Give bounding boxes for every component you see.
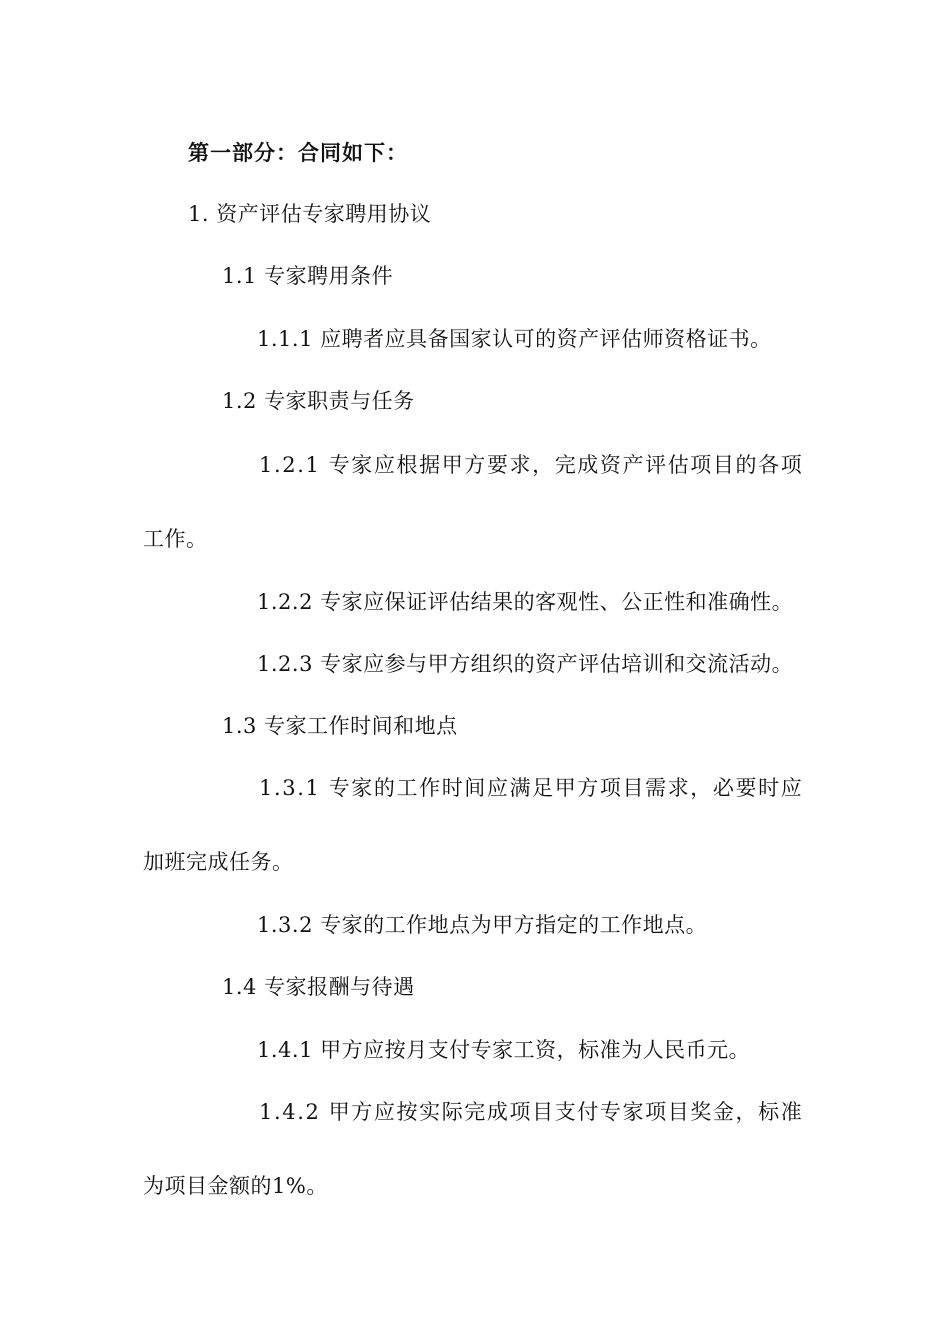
section-1-1-title: 1.1 专家聘用条件 [222, 264, 394, 288]
clause-1-2-3: 1.2.3 专家应参与甲方组织的资产评估培训和交流活动。 [257, 652, 794, 676]
section-1-2-title: 1.2 专家职责与任务 [222, 389, 415, 413]
clause-1-4-1: 1.4.1 甲方应按月支付专家工资，标准为人民币元。 [257, 1038, 751, 1062]
section-1-3-title: 1.3 专家工作时间和地点 [222, 714, 458, 738]
clause-1-4-2-line2: 为项目金额的1%。 [143, 1174, 328, 1198]
clause-1-2-1-line1: 1.2.1 专家应根据甲方要求，完成资产评估项目的各项 [259, 453, 804, 477]
section-1-4-title: 1.4 专家报酬与待遇 [222, 975, 415, 999]
clause-1-2-1-line2: 工作。 [143, 527, 208, 551]
clause-1-3-1-line1: 1.3.1 专家的工作时间应满足甲方项目需求，必要时应 [259, 776, 804, 800]
clause-1-4-2-line1: 1.4.2 甲方应按实际完成项目支付专家项目奖金，标准 [259, 1100, 804, 1124]
part-heading: 第一部分：合同如下： [188, 141, 408, 165]
clause-1-1-1: 1.1.1 应聘者应具备国家认可的资产评估师资格证书。 [257, 327, 772, 351]
clause-1-2-2: 1.2.2 专家应保证评估结果的客观性、公正性和准确性。 [257, 590, 794, 614]
section-1-title: 1. 资产评估专家聘用协议 [188, 202, 432, 226]
clause-1-3-2: 1.3.2 专家的工作地点为甲方指定的工作地点。 [257, 913, 708, 937]
clause-1-3-1-line2: 加班完成任务。 [143, 850, 294, 874]
